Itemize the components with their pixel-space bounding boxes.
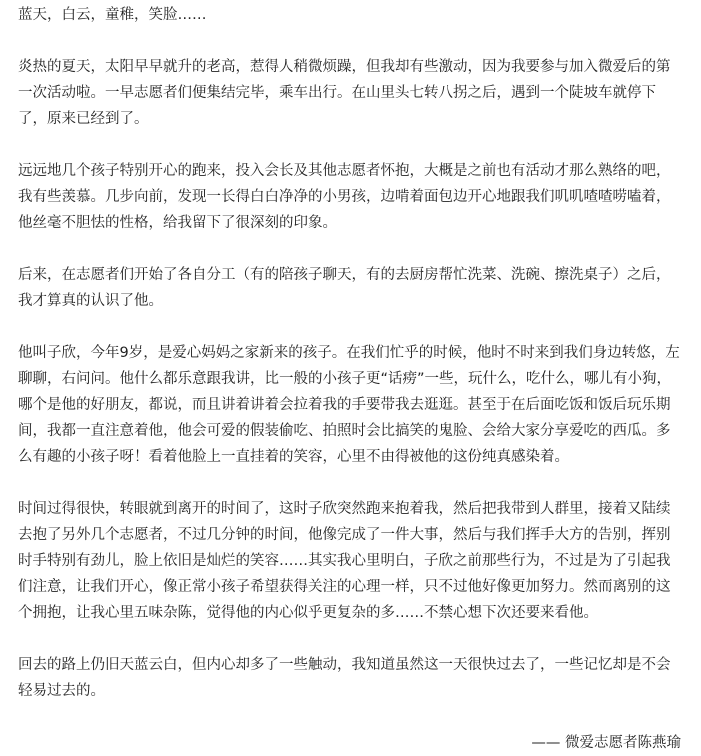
paragraph-gap xyxy=(18,626,683,652)
paragraph-zixin: 他叫子欣，今年9岁，是爱心妈妈之家新来的孩子。在我们忙乎的时候，他时不时来到我们身边转悠，左聊聊，右问问。他什么都乐意跟我讲，比一般的小孩子更“话痨”一些，玩什么，吃什么，哪儿有小狗，哪个是他的好朋友，都说，而且讲着讲着会拉着我的手要带我去逛逛。甚至于在后面吃饭和饭后玩乐期间，我都一直注意着他，他会可爱的假装偷吃、拍照时会比搞笑的鬼脸、会给大家分享爱吃的西瓜。多么有趣的小孩子呀！看着他脸上一直挂着的笑容，心里不由得被他的这份纯真感染着。 xyxy=(18,345,680,465)
paragraph-gap xyxy=(18,236,683,262)
paragraph-division-of-work: 后来，在志愿者们开始了各自分工（有的陪孩子聊天，有的去厨房帮忙洗菜、洗碗、擦洗桌子）之后，我才算真的认识了他。 xyxy=(18,267,671,309)
paragraph-gap xyxy=(18,132,683,158)
paragraph-children-arrive: 远远地几个孩子特别开心的跑来，投入会长及其他志愿者怀抱，大概是之前也有活动才那么熟络的吧，我有些羡慕。几步向前，发现一长得白白净净的小男孩，边啃着面包边开心地跟我们叽叽喳喳唠嗑着，他丝毫不胆怯的性格，给我留下了很深刻的印象。 xyxy=(18,163,671,231)
paragraph-farewell: 时间过得很快，转眼就到离开的时间了，这时子欣突然跑来抱着我，然后把我带到人群里，接着又陆续去抱了另外几个志愿者，不过几分钟的时间，他像完成了一件大事，然后与我们挥手大方的告别，挥别时手特别有劲儿，脸上依旧是灿烂的笑容……其实我心里明白，子欣之前那些行为，不过是为了引起我们注意，让我们开心，像正常小孩子希望获得关注的心理一样，只不过他好像更加努力。然而离别的这个拥抱，让我心里五味杂陈，觉得他的内心似乎更复杂的多……不禁心想下次还要来看他。 xyxy=(18,501,671,621)
paragraph-opening: 蓝天，白云，童稚，笑脸…… xyxy=(18,7,207,23)
paragraph-summer-trip: 炎热的夏天，太阳早早就升的老高，惹得人稍微烦躁，但我却有些激动，因为我要参与加入微爱后的第一次活动啦。一早志愿者们便集结完毕，乘车出行。在山里头七转八拐之后，遇到一个陡坡车就停下了，原来已经到了。 xyxy=(18,59,671,127)
paragraph-gap xyxy=(18,314,683,340)
author-signature: —— 微爱志愿者陈燕瑜 xyxy=(531,735,681,751)
paragraph-gap xyxy=(18,704,683,730)
paragraph-gap xyxy=(18,28,683,54)
paragraph-return: 回去的路上仍旧天蓝云白，但内心却多了一些触动，我知道虽然这一天很快过去了，一些记忆却是不会轻易过去的。 xyxy=(18,657,671,699)
paragraph-gap xyxy=(18,470,683,496)
